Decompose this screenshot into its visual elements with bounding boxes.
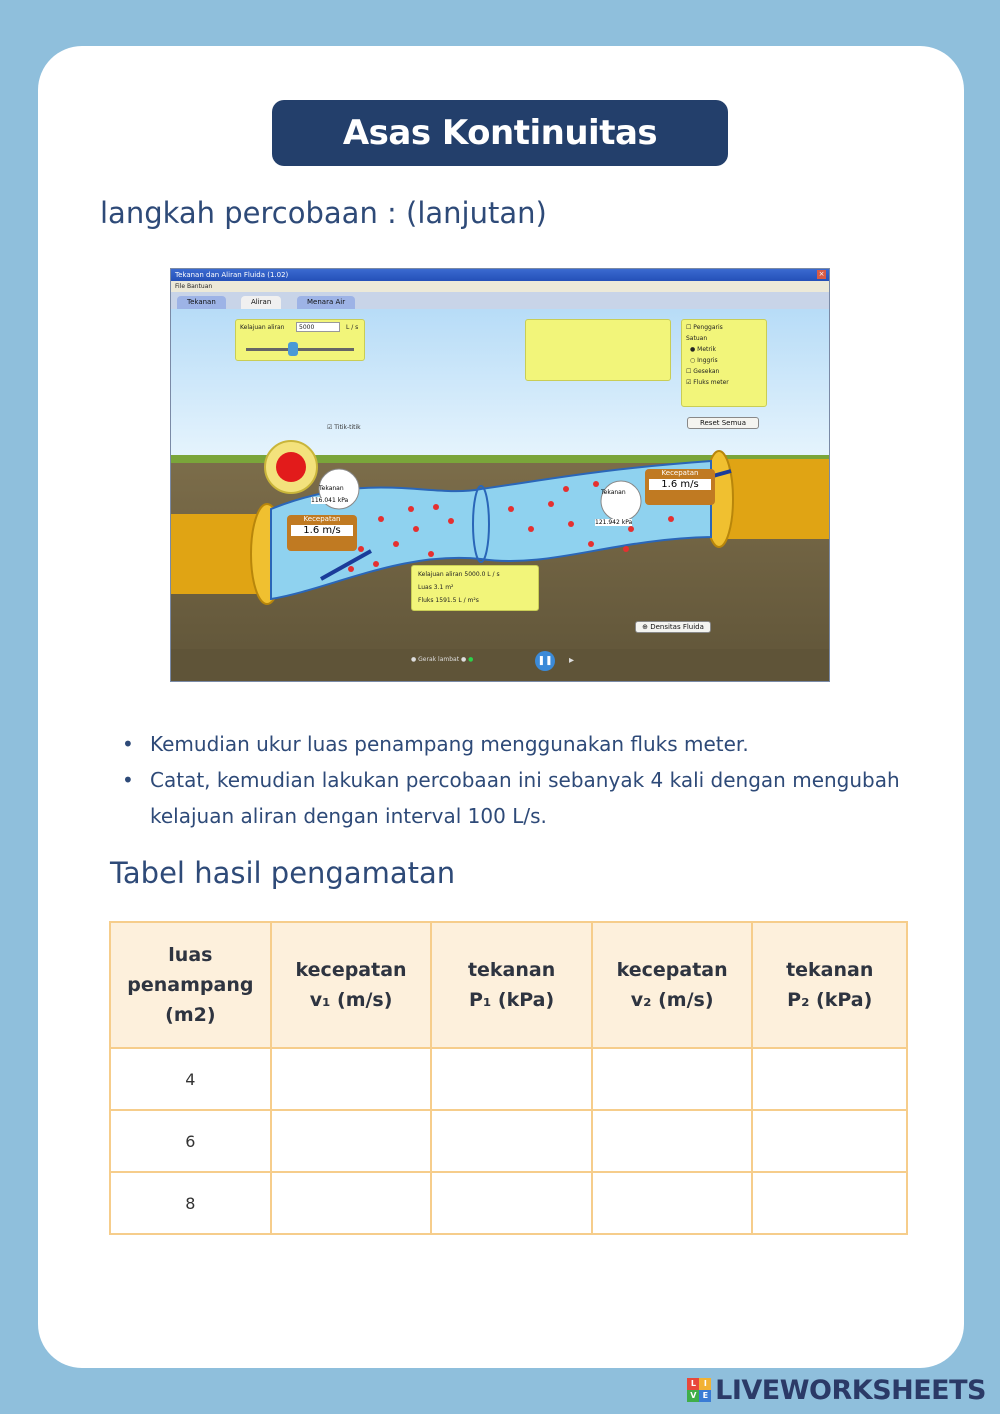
header-pressure-1-line2: P₁ (kPa) <box>469 989 555 1011</box>
header-pressure-1-line1: tekanan <box>467 959 556 981</box>
sim-flow-rate-label: Kelajuan aliran <box>240 324 285 331</box>
sim-velocity-label-2: Kecepatan <box>661 469 699 477</box>
sim-pressure-label-1: Tekanan <box>319 485 344 492</box>
sim-window-title: Tekanan dan Aliran Fluida (1.02) <box>175 271 289 279</box>
sim-option-ruler-label: Penggaris <box>693 324 723 331</box>
sim-flow-rate-unit: L / s <box>346 324 359 331</box>
pressure-gauge-right <box>601 481 641 521</box>
sim-flow-slider-track <box>246 348 354 351</box>
sim-info-panel <box>525 319 671 381</box>
liveworksheets-wordmark: LIVEWORKSHEETS <box>715 1374 986 1406</box>
instruction-item: • Kemudian ukur luas penampang menggunakan fluks meter. <box>122 726 902 762</box>
sim-flux-value: Fluks 1591.5 L / m²s <box>418 597 479 604</box>
header-velocity-1 <box>271 922 432 1048</box>
sim-menubar: File Bantuan <box>171 281 829 292</box>
sim-option-friction-label: Gesekan <box>693 368 720 375</box>
sim-pipe-drawing <box>171 429 830 649</box>
sim-density-label: Densitas Fluida <box>650 623 704 631</box>
sim-option-ruler: ☐ Penggaris <box>686 324 723 331</box>
sim-option-flux: ☑ Fluks meter <box>686 379 729 386</box>
header-pressure-2-line2: P₂ (kPa) <box>787 989 873 1011</box>
sim-velocity-label-1: Kecepatan <box>303 515 341 523</box>
sim-density-button: ⊕ Densitas Fluida <box>635 621 711 633</box>
sim-tab-flow: Aliran <box>241 296 281 309</box>
cell-velocity-2-input[interactable] <box>592 1048 753 1110</box>
sim-velocity-box-2 <box>645 469 715 505</box>
sim-titlebar <box>171 269 829 281</box>
logo-letter-e: E <box>699 1390 711 1402</box>
close-icon: × <box>818 270 825 278</box>
header-area-line1: luas <box>168 944 213 966</box>
cell-velocity-1-input[interactable] <box>271 1048 432 1110</box>
sim-options-panel <box>681 319 767 407</box>
sim-flow-rate-input: 5000 <box>296 322 340 332</box>
sim-tab-pressure: Tekanan <box>177 296 226 309</box>
observation-table <box>109 921 908 1235</box>
sim-reset-button: Reset Semua <box>687 417 759 429</box>
sim-flow-slider-thumb <box>288 342 298 356</box>
cell-velocity-1-input[interactable] <box>271 1172 432 1234</box>
header-velocity-1-line2: v₁ (m/s) <box>309 989 393 1011</box>
header-area-line2: penampang <box>127 974 254 996</box>
logo-letter-i: I <box>699 1378 711 1390</box>
sim-option-english: ○ Inggris <box>690 357 718 364</box>
cell-velocity-2-input[interactable] <box>592 1110 753 1172</box>
header-velocity-2-line1: kecepatan <box>616 959 728 981</box>
sim-velocity-value-1: 1.6 m/s <box>291 525 353 536</box>
sim-tab-water-tower: Menara Air <box>297 296 355 309</box>
cell-pressure-2-input[interactable] <box>752 1048 907 1110</box>
table-title: Tabel hasil pengamatan <box>110 856 456 890</box>
header-pressure-1 <box>431 922 591 1048</box>
cell-velocity-2-input[interactable] <box>592 1172 753 1234</box>
cell-pressure-2-input[interactable] <box>752 1172 907 1234</box>
pump-button <box>276 452 306 482</box>
header-pressure-2 <box>752 922 907 1048</box>
table-header-row <box>110 922 907 1048</box>
header-pressure-2-line1: tekanan <box>786 959 874 981</box>
sim-velocity-value-2: 1.6 m/s <box>649 479 711 490</box>
cell-area: 4 <box>110 1048 271 1110</box>
pause-icon: ❚❚ <box>535 651 555 671</box>
simulation-screenshot <box>170 268 830 682</box>
right-pipe <box>721 459 830 539</box>
header-area <box>110 922 271 1048</box>
sim-tabbar <box>171 292 829 309</box>
sim-slow-motion-label: Gerak lambat <box>418 656 460 663</box>
sim-option-metric: ● Metrik <box>690 346 716 353</box>
step-icon: ▸ <box>569 655 575 666</box>
sim-slow-motion: ● Gerak lambat ● ● <box>411 656 474 663</box>
cell-pressure-2-input[interactable] <box>752 1110 907 1172</box>
cell-pressure-1-input[interactable] <box>431 1110 591 1172</box>
sim-option-metric-label: Metrik <box>697 346 716 353</box>
cell-area: 8 <box>110 1172 271 1234</box>
sim-velocity-box-1 <box>287 515 357 551</box>
sim-pressure-reading-2: 121.942 kPa <box>595 519 633 526</box>
cell-velocity-1-input[interactable] <box>271 1110 432 1172</box>
header-area-line3: (m2) <box>165 1004 216 1026</box>
header-velocity-2-line2: v₂ (m/s) <box>630 989 714 1011</box>
header-velocity-1-line1: kecepatan <box>295 959 407 981</box>
logo-letter-l: L <box>687 1378 699 1390</box>
logo-letter-v: V <box>687 1390 699 1402</box>
section-heading: langkah percobaan : (lanjutan) <box>100 196 547 230</box>
table-row <box>110 1048 907 1110</box>
header-velocity-2 <box>592 922 753 1048</box>
liveworksheets-brand <box>687 1374 986 1406</box>
instruction-item: • Catat, kemudian lakukan percobaan ini sebanyak 4 kali dengan mengubah kelajuan aliran dengan interval 100 L/s. <box>122 762 902 834</box>
sim-option-flux-label: Fluks meter <box>693 379 729 386</box>
sim-dots-label: Titik-titik <box>334 424 361 431</box>
cell-pressure-1-input[interactable] <box>431 1048 591 1110</box>
sim-dots-option: ☑ Titik-titik <box>327 424 361 431</box>
cell-area: 6 <box>110 1110 271 1172</box>
sim-flow-rate-panel <box>235 319 365 361</box>
table-row <box>110 1110 907 1172</box>
cell-pressure-1-input[interactable] <box>431 1172 591 1234</box>
sim-option-friction: ☐ Gesekan <box>686 368 720 375</box>
sim-option-units: Satuan <box>686 335 708 342</box>
sim-bottom-strip <box>171 649 829 682</box>
sim-flux-flow: Kelajuan aliran 5000.0 L / s <box>418 571 500 578</box>
liveworksheets-logo-icon <box>687 1378 711 1402</box>
page-title: Asas Kontinuitas <box>272 100 728 166</box>
sim-flux-area: Luas 3.1 m² <box>418 584 454 591</box>
instructions-list <box>122 726 902 834</box>
table-row <box>110 1172 907 1234</box>
sim-pressure-reading-1: 116.041 kPa <box>311 497 349 504</box>
sim-option-english-label: Inggris <box>697 357 718 364</box>
sim-pressure-label-2: Tekanan <box>601 489 626 496</box>
sim-flux-panel <box>411 565 539 611</box>
